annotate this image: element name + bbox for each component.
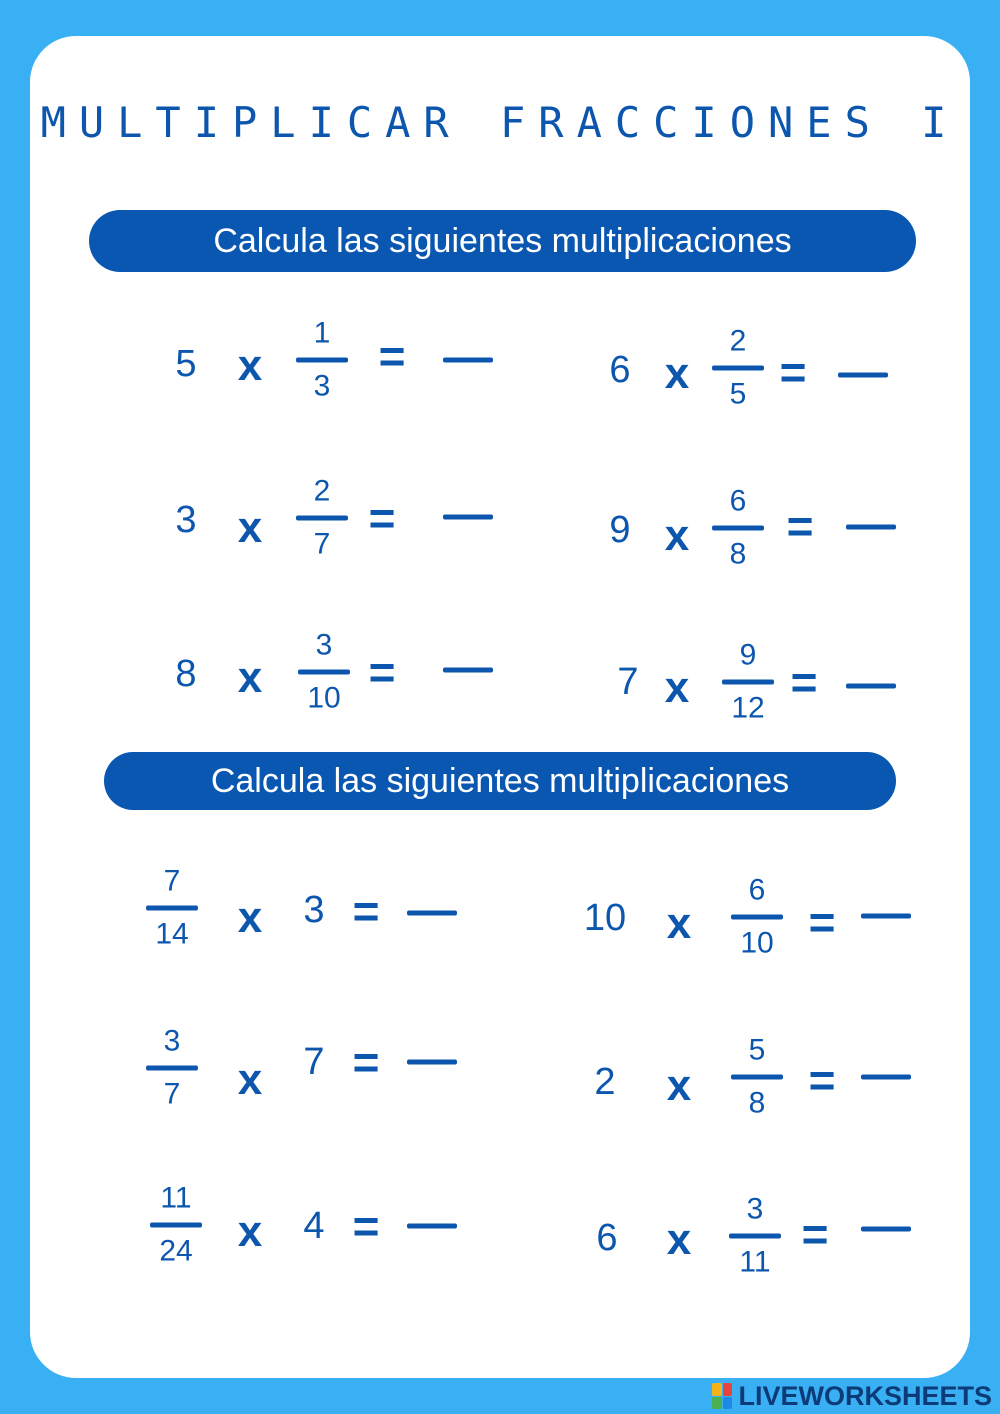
fraction-bar (296, 516, 348, 521)
fraction (146, 1024, 198, 1111)
equals-sign: = (368, 646, 396, 698)
fraction-numerator: 6 (748, 873, 766, 907)
whole-number: 7 (303, 1041, 325, 1083)
section-1-instruction-banner: Calcula las siguientes multiplicaciones (89, 210, 916, 272)
whole-number: 3 (175, 499, 197, 541)
fraction-bar (712, 526, 764, 531)
times-sign: x (666, 1215, 692, 1264)
fraction-bar (722, 680, 774, 685)
fraction-denominator: 12 (731, 691, 765, 725)
fraction-bar (298, 670, 350, 675)
liveworksheets-logo[interactable] (712, 1378, 992, 1414)
fraction-denominator: 10 (307, 681, 341, 715)
times-sign: x (666, 1061, 692, 1110)
fraction-numerator: 7 (163, 864, 181, 898)
fraction (729, 1192, 781, 1279)
equals-sign: = (368, 492, 396, 544)
fraction (150, 1181, 202, 1268)
fraction-bar (712, 366, 764, 371)
fraction (296, 316, 348, 403)
times-sign: x (664, 349, 690, 398)
answer-blank[interactable] (443, 668, 493, 673)
fraction (146, 864, 198, 951)
fraction (731, 1033, 783, 1120)
fraction (731, 873, 783, 960)
fraction-bar (296, 358, 348, 363)
fraction-numerator: 2 (729, 324, 747, 358)
answer-blank[interactable] (861, 1075, 911, 1080)
worksheet-title: MULTIPLICAR FRACCIONES I (40, 98, 960, 147)
answer-blank[interactable] (846, 684, 896, 689)
fraction-denominator: 8 (729, 537, 747, 571)
fraction-denominator: 14 (155, 917, 189, 951)
whole-number: 10 (583, 897, 627, 939)
equals-sign: = (378, 330, 406, 382)
equals-sign: = (808, 1054, 836, 1106)
fraction-denominator: 8 (748, 1086, 766, 1120)
times-sign: x (237, 893, 263, 942)
fraction-denominator: 11 (739, 1245, 771, 1279)
fraction (298, 628, 350, 715)
logo-text: LIVEWORKSHEETS (738, 1380, 992, 1411)
equals-sign: = (786, 500, 814, 552)
fraction (722, 638, 774, 725)
fraction-numerator: 5 (748, 1033, 766, 1067)
fraction-numerator: 9 (739, 638, 757, 672)
fraction-denominator: 7 (313, 527, 331, 561)
fraction-numerator: 1 (313, 316, 331, 350)
times-sign: x (664, 511, 690, 560)
equals-sign: = (352, 1036, 380, 1088)
whole-number: 5 (175, 343, 197, 385)
whole-number: 7 (617, 661, 639, 703)
fraction-numerator: 3 (163, 1024, 181, 1058)
equals-sign: = (790, 656, 818, 708)
fraction-bar (146, 1066, 198, 1071)
whole-number: 4 (303, 1205, 325, 1247)
times-sign: x (664, 663, 690, 712)
answer-blank[interactable] (407, 1060, 457, 1065)
answer-blank[interactable] (861, 914, 911, 919)
times-sign: x (237, 1207, 263, 1256)
equals-sign: = (352, 1200, 380, 1252)
fraction-denominator: 10 (740, 926, 774, 960)
answer-blank[interactable] (838, 373, 888, 378)
answer-blank[interactable] (861, 1227, 911, 1232)
fraction (296, 474, 348, 561)
fraction-bar (731, 915, 783, 920)
fraction (712, 324, 764, 411)
fraction (712, 484, 764, 571)
fraction-bar (146, 906, 198, 911)
times-sign: x (237, 653, 263, 702)
answer-blank[interactable] (443, 515, 493, 520)
whole-number: 2 (594, 1061, 616, 1103)
fraction-denominator: 5 (729, 377, 747, 411)
answer-blank[interactable] (407, 1224, 457, 1229)
equals-sign: = (801, 1208, 829, 1260)
fraction-numerator: 11 (160, 1181, 192, 1215)
fraction-numerator: 6 (729, 484, 747, 518)
fraction-denominator: 3 (313, 369, 331, 403)
fraction-denominator: 24 (159, 1234, 193, 1268)
fraction-numerator: 3 (746, 1192, 764, 1226)
fraction-bar (729, 1234, 781, 1239)
times-sign: x (237, 1055, 263, 1104)
equals-sign: = (352, 885, 380, 937)
fraction-bar (731, 1075, 783, 1080)
times-sign: x (237, 503, 263, 552)
equals-sign: = (808, 896, 836, 948)
whole-number: 6 (596, 1217, 618, 1259)
logo-icon (712, 1383, 732, 1409)
answer-blank[interactable] (846, 525, 896, 530)
answer-blank[interactable] (407, 911, 457, 916)
whole-number: 9 (609, 509, 631, 551)
whole-number: 6 (609, 349, 631, 391)
times-sign: x (237, 341, 263, 390)
fraction-bar (150, 1223, 202, 1228)
equals-sign: = (779, 346, 807, 398)
fraction-denominator: 7 (163, 1077, 181, 1111)
times-sign: x (666, 899, 692, 948)
whole-number: 3 (303, 889, 325, 931)
answer-blank[interactable] (443, 358, 493, 363)
fraction-numerator: 2 (313, 474, 331, 508)
fraction-numerator: 3 (315, 628, 333, 662)
section-2-instruction-banner: Calcula las siguientes multiplicaciones (104, 752, 896, 810)
whole-number: 8 (175, 653, 197, 695)
